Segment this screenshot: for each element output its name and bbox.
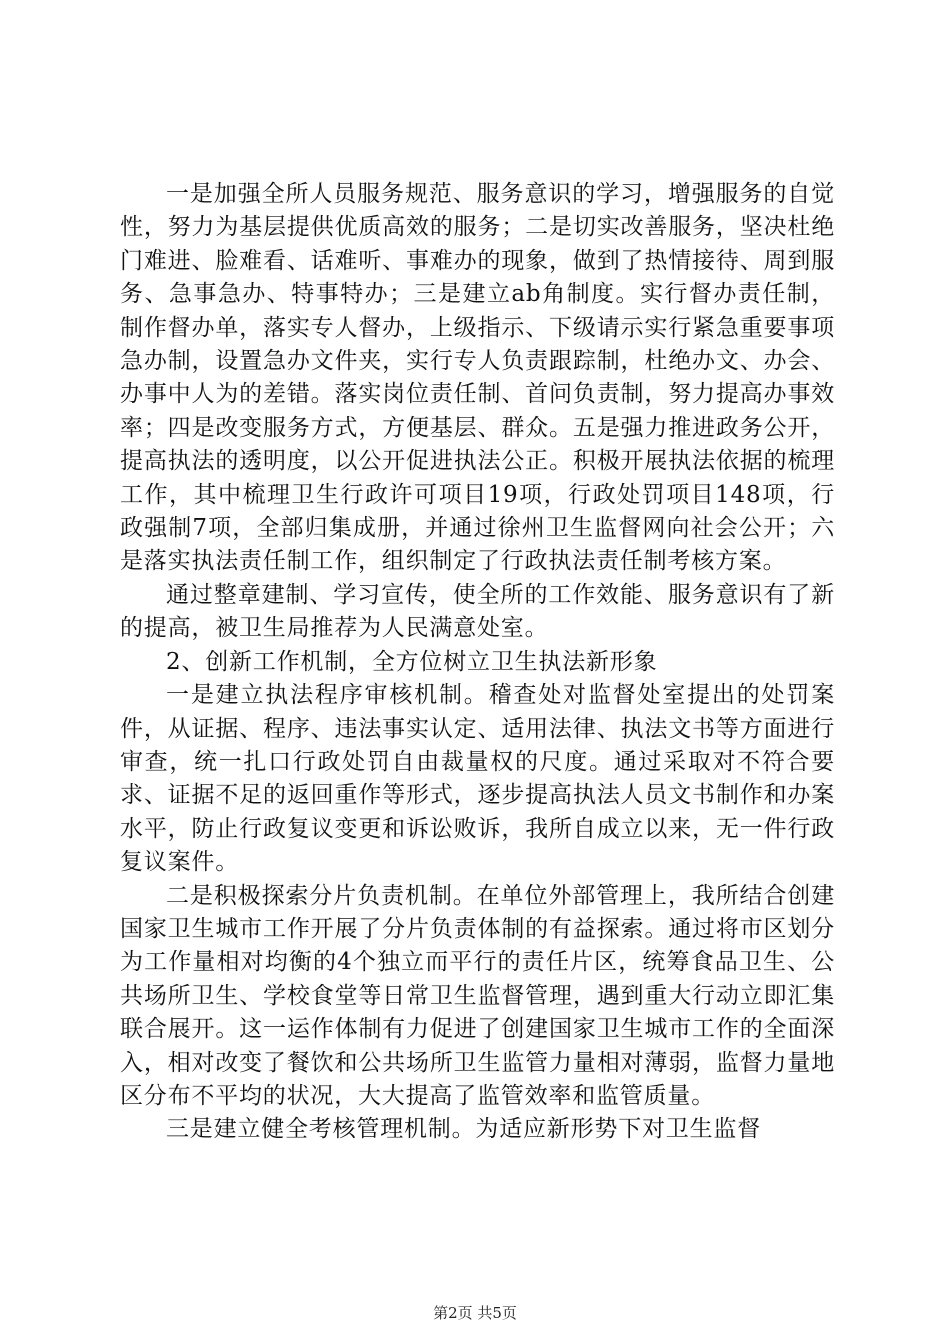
paragraph-review-mechanism: 一是建立执法程序审核机制。稽查处对监督处室提出的处罚案件，从证据、程序、违法事实认定、适用法律、执法文书等方面进行审查，统一扎口行政处罚自由裁量权的尺度。通过采取对不符合要求、证据不足的返回重作等形式，逐步提高执法人员文书制作和办案水平，防止行政复议变更和诉讼败诉，我所自成立以来，无一件行政复议案件。 [120, 682, 835, 876]
paragraph-assessment-mechanism: 三是建立健全考核管理机制。为适应新形势下对卫生监督 [166, 1116, 761, 1143]
page-number-footer: 第2页 共5页 [433, 1304, 517, 1322]
paragraph-service-measures: 一是加强全所人员服务规范、服务意识的学习，增强服务的自觉性，努力为基层提供优质高效的服务；二是切实改善服务，坚决杜绝门难进、脸难看、话难听、事难办的现象，做到了热情接待、周到服务、急事急办、特事特办；三是建立ab角制度。实行督办责任制，制作督办单，落实专人督办，上级指示、下级请示实行紧急重要事项急办制，设置急办文件夹，实行专人负责跟踪制，杜绝办文、办会、办事中人为的差错。落实岗位责任制、首问负责制，努力提高办事效率；四是改变服务方式，方便基层、群众。五是强力推进政务公开，提高执法的透明度，以公开促进执法公正。积极开展执法依据的梳理工作，其中梳理卫生行政许可项目19项，行政处罚项目148项，行政强制7项，全部归集成册，并通过徐州卫生监督网向社会公开；六是落实执法责任制工作，组织制定了行政执法责任制考核方案。 [120, 181, 835, 575]
document-body [120, 178, 835, 1147]
paragraph-district-mechanism: 二是积极探索分片负责机制。在单位外部管理上，我所结合创建国家卫生城市工作开展了分片负责体制的有益探索。通过将市区划分为工作量相对均衡的4个独立而平行的责任片区，统筹食品卫生、公共场所卫生、学校食堂等日常卫生监督管理，遇到重大行动立即汇集联合展开。这一运作体制有力促进了创建国家卫生城市工作的全面深入，相对改变了餐饮和公共场所卫生监管力量相对薄弱，监督力量地区分布不平均的状况，大大提高了监管效率和监管质量。 [120, 882, 835, 1109]
paragraph-service-results: 通过整章建制、学习宣传，使全所的工作效能、服务意识有了新的提高，被卫生局推荐为人民满意处室。 [120, 581, 835, 642]
section-heading-mechanism: 2、创新工作机制，全方位树立卫生执法新形象 [166, 648, 658, 675]
